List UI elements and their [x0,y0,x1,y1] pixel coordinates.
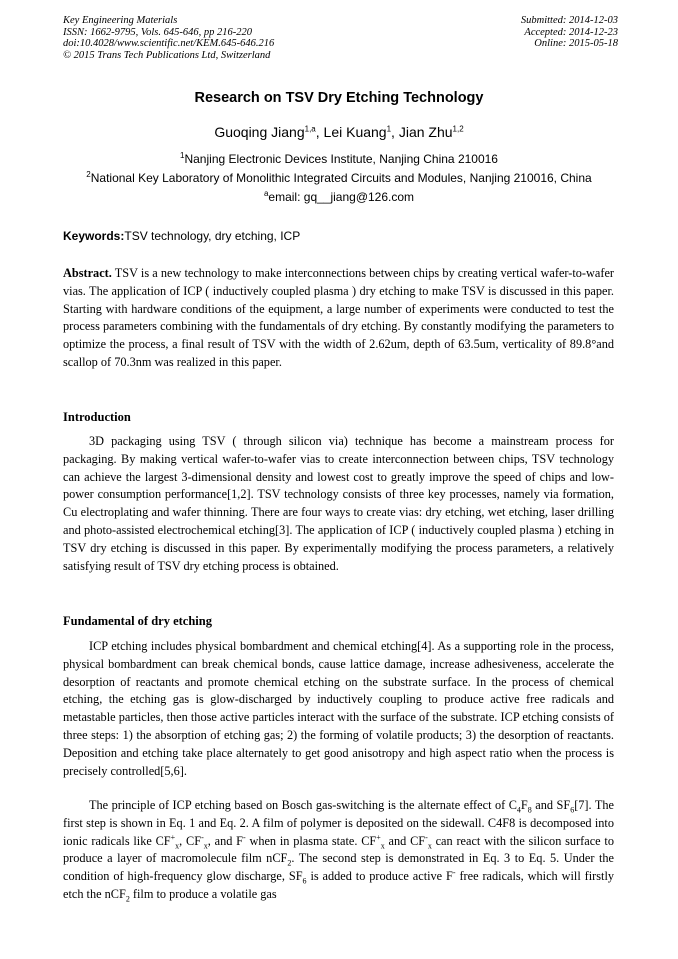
subscript: 6 [570,805,575,815]
author-list [0,124,678,140]
section-heading-fundamental: Fundamental of dry etching [63,614,212,628]
affiliation-text: Nanjing Electronic Devices Institute, Nanjing China 210016 [184,152,498,166]
email-text: email: gq__jiang@126.com [268,190,415,204]
accepted-date: Accepted: 2014-12-23 [524,26,618,38]
journal-copyright: © 2015 Trans Tech Publications Ltd, Switzerland [63,49,271,61]
superscript: - [242,832,246,842]
email-mark: a [263,189,269,198]
text-run: when in plasma state. CF [245,833,377,848]
author-name: Jian Zhu [398,124,453,140]
keywords-text: TSV technology, dry etching, ICP [124,229,301,243]
text-run: and CF [384,833,426,848]
affiliation-text: National Key Laboratory of Monolithic Integrated Circuits and Modules, Nanjing 210016, China [90,171,592,185]
keywords [63,229,300,243]
author-name: Lei Kuang [323,124,387,140]
submitted-date: Submitted: 2014-12-03 [520,15,618,26]
journal-doi: doi:10.4028/www.scientific.net/KEM.645-646.216 [63,38,275,50]
text-run: [7]. The first step is shown in Eq. 1 and Eq. 2. A film of polymer is deposited on the sidewall. C4F8 is decomposed into ionic radicals like CF [63,798,614,848]
online-date: Online: 2015-05-18 [534,38,618,50]
affiliation-mark: 1 [180,151,185,160]
author-affiliation-mark: 1 [386,124,392,134]
author-separator: , [391,124,399,140]
abstract-text: TSV is a new technology to make interconnections between chips by creating vertical wafer-to-wafer vias. The application of ICP ( inductively coupled plasma ) dry etching to make TSV is discussed in this paper. Starting with hardware conditions of the equipment, a large number of experiments were conducted to test the process parameters combining with the fundamentals of dry etching. By constantly modifying the parameters to optimize the process, a final result of TSV with the width of 2.62um, depth of 63.5um, verticality of 89.8°and scallop of 70.3nm was realized in this paper. [63,266,614,369]
superscript: + [170,832,176,842]
subscript: x [203,841,208,851]
author-affiliation-mark: 1,a [304,124,316,134]
text-run: can react with the silicon surface to produce a layer of macromolecule film nCF [63,833,614,866]
affiliation [0,152,678,166]
abstract-label: Abstract. [63,266,112,280]
affiliation-mark: 2 [86,170,91,179]
introduction-paragraph: 3D packaging using TSV ( through silicon via) technique has become a mainstream process for packaging. By making vertical wafer-to-wafer vias to create interconnection between chips, TSV technology can achieve the largest 3-dimensional density and lowest cost to greatly improve the speed of chips and low-power consumption performance[1,2]. TSV technology consists of three key processes, namely via formation, Cu electroplating and wafer thinning. There are four ways to create vias: dry etching, wet etching, laser drilling and photo-assisted electrochemical etching[3]. The application of ICP ( inductively coupled plasma ) etching in TSV dry etching is discussed in this paper. By experimentally modifying the process parameters, a relatively satisfying result of TSV dry etching process is obtained. [63,434,614,573]
journal-name: Key Engineering Materials [63,15,178,26]
text-run: The principle of ICP etching based on Bosch gas-switching is the alternate effect of C [89,798,517,812]
superscript: - [452,868,456,878]
superscript: + [376,832,381,842]
bosch-paragraph [63,797,614,904]
subscript: x [380,841,385,851]
fundamental-paragraph: ICP etching includes physical bombardment and chemical etching[4]. As a supporting role in the process, physical bombardment can break chemical bonds, cause lattice damage, increase adhesiveness, accelerate the desorption of reactants and promote chemical etching on the substrate surface. In the process of chemical etching, the etching gas is glow-discharged by inductively coupling to produce active free radicals and metastable particles, then those active particles interact with the surface of the substrate. ICP etching consists of three steps: 1) the absorption of etching gas; 2) the forming of volatile products; 3) the desorption of reactants. Deposition and etching take place alternately to get good anisotropy and high aspect ratio when the process is precisely controlled[5,6]. [63,639,614,778]
journal-info [63,15,274,61]
author-affiliation-mark: 1,2 [452,124,464,134]
keywords-label: Keywords: [63,229,125,243]
subscript: 2 [125,894,130,904]
abstract [63,265,614,372]
text-run: film to produce a volatile gas [129,886,277,901]
text-run: , and F [207,833,243,848]
text-run: , CF [179,833,202,848]
submission-dates [521,15,618,50]
paper-title: Research on TSV Dry Etching Technology [194,90,484,106]
subscript: 2 [287,858,292,868]
subscript: 4 [516,805,521,815]
affiliation [0,171,678,185]
author-email [0,190,678,204]
section-heading-introduction: Introduction [63,410,131,424]
text-run: and SF [531,798,571,812]
text-run: is added to produce active F [306,869,453,884]
superscript: - [201,832,204,842]
journal-issn: ISSN: 1662-9795, Vols. 645-646, pp 216-220 [63,26,252,38]
author-name: Guoqing Jiang [214,124,305,140]
text-run: F [520,798,528,812]
subscript: 6 [302,876,307,886]
superscript: - [425,832,428,842]
subscript: x [175,841,180,851]
subscript: 8 [527,805,532,815]
text-run: . The second step is demonstrated in Eq. 3 to Eq. 5. Under the condition of high-frequency glow discharge, SF [63,851,614,884]
subscript: x [427,841,432,851]
author-separator: , [315,124,324,140]
text-run: free radicals, which will firstly etch the nCF [63,869,615,901]
